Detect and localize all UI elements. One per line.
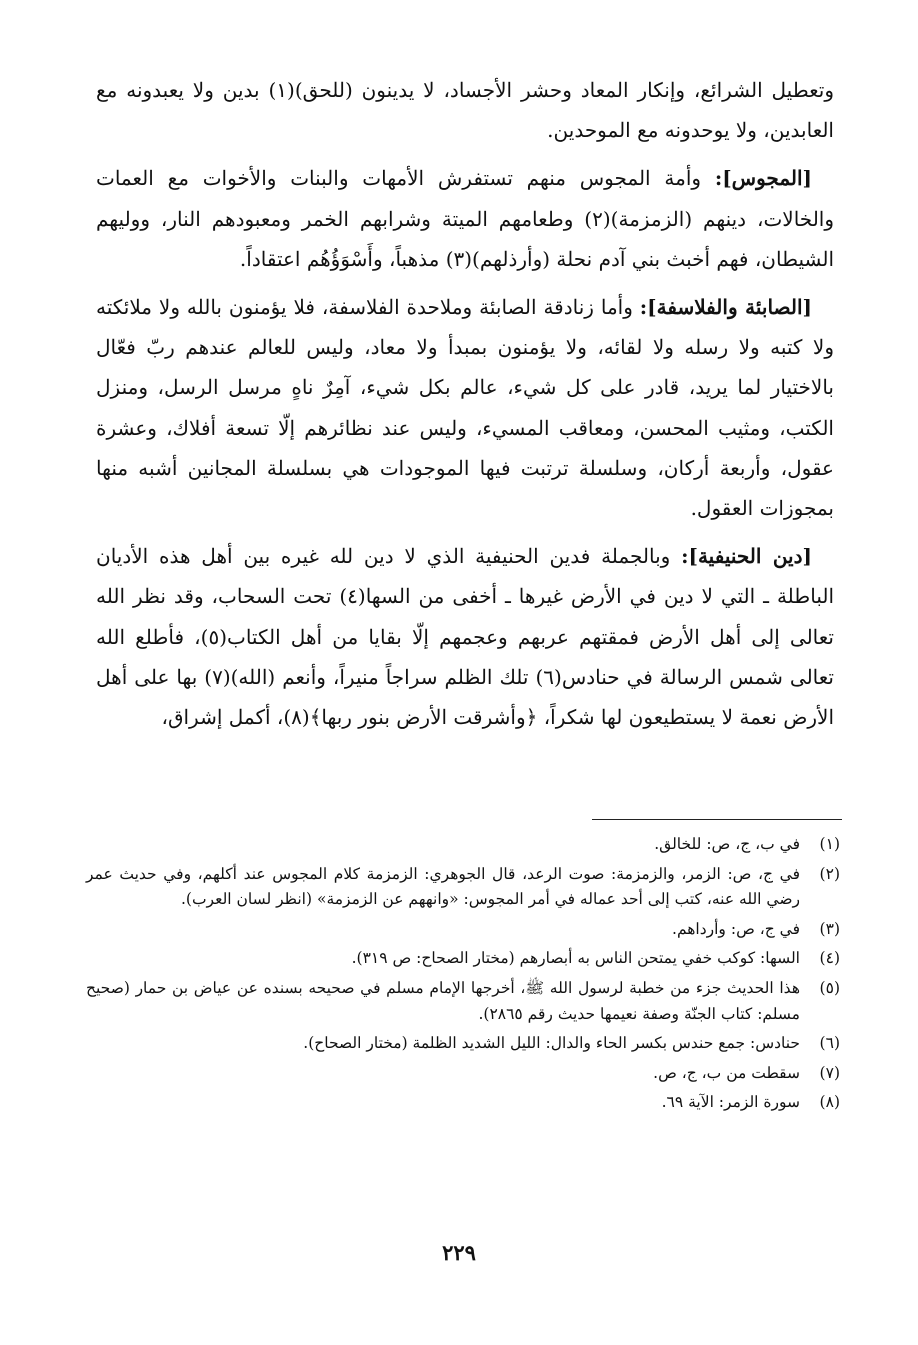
footnote-number: (٣) [819, 919, 840, 938]
footnote-text: سقطت من ب، ج، ص. [653, 1063, 800, 1082]
paragraph-hanifiya [96, 536, 834, 737]
heading-hanifiya: [دين الحنيفية]: [681, 544, 812, 569]
footnote-text: حنادس: جمع حندس بكسر الحاء والدال: الليل الشديد الظلمة (مختار الصحاح). [303, 1034, 800, 1053]
paragraph-1-text: وتعطيل الشرائع، وإنكار المعاد وحشر الأجساد، لا يدينون (للحق)(١) بدين ولا يعبدونه مع العابدين، ولا يوحدونه مع الموحدين. [96, 78, 834, 143]
heading-majus: [المجوس]: [714, 166, 812, 191]
footnote [86, 946, 840, 972]
footnote-number: (٧) [819, 1063, 840, 1082]
paragraph-majus [96, 158, 834, 279]
page-number: ٢٢٩ [442, 1240, 476, 1265]
footnote-text: هذا الحديث جزء من خطبة لرسول الله ﷺ، أخرجها الإمام مسلم في صحيحه بسنده عن عياض بن حمار (صحيح مسلم: كتاب الجنّة وصفة نعيمها حديث رقم ٢٨٦٥). [86, 978, 800, 1023]
paragraph-sabia-text: وأما زنادقة الصابئة وملاحدة الفلاسفة، فلا يؤمنون بالله ولا ملائكته ولا كتبه ولا رسله ولا لقائه، ولا يؤمنون بمبدأ ولا معاد، وليس للعالم عندهم ربّ فعّال بالاختيار لما يريد، قادر على كل شيء، عالم بكل شيء، آمِرٌ ناهٍ مرسل الرسل، ومنزل الكتب، ومثيب المحسن، ومعاقب المسيء، وليس عند نظائرهم إلّا تسعة أفلاك، وعشرة عقول، وأربعة أركان، وسلسلة ترتبت فيها الموجودات هي بسلسلة المجانين أشبه منها بمجوزات العقول. [96, 295, 834, 521]
footnote [86, 862, 840, 913]
footnote-number: (٥) [819, 978, 840, 997]
footnote [86, 832, 840, 858]
paragraph-sabia [96, 287, 834, 528]
footnote-number: (١) [819, 835, 840, 853]
footnote-text: سورة الزمر: الآية ٦٩. [661, 1093, 800, 1112]
footnote-number: (٦) [819, 1034, 840, 1053]
paragraph-majus-text: وأمة المجوس منهم تستفرش الأمهات والبنات والأخوات مع العمات والخالات، دينهم (الزمزمة)(٢) وطعامهم الميتة وشرابهم الخمر ومعبودهم النار، ووليهم الشيطان، فهم أخبث بني آدم نحلة (وأرذلهم)(٣) مذهباً، وأَسْوَؤُهُم اعتقاداً. [96, 166, 834, 271]
footnote [86, 1031, 840, 1057]
footnote [86, 1061, 840, 1087]
footnote-separator [592, 819, 842, 820]
heading-sabia: [الصابئة والفلاسفة]: [639, 295, 812, 320]
footnote [86, 976, 840, 1027]
footnote [86, 1090, 840, 1116]
footnotes [86, 832, 840, 1120]
footnote-text: في ج، ص: الزمر، والزمزمة: صوت الرعد، قال الجوهري: الزمزمة كلام المجوس عند أكلهم، وفي حديث عمر رضي الله عنه، كتب إلى أحد عماله في أمر المجوس: «وانههم عن الزمزمة» (انظر لسان العرب). [86, 864, 800, 909]
footnote-text: السها: كوكب خفي يمتحن الناس به أبصارهم (مختار الصحاح: ص ٣١٩). [351, 949, 800, 968]
footnote [86, 917, 840, 943]
main-text [96, 70, 834, 745]
paragraph-1 [96, 70, 834, 150]
footnote-number: (٤) [819, 949, 840, 968]
footnote-text: في ب، ج، ص: للخالق. [654, 835, 800, 853]
footnote-text: في ج، ص: وأرداهم. [672, 919, 800, 938]
paragraph-hanifiya-text: وبالجملة فدين الحنيفية الذي لا دين لله غيره بين أهل هذه الأديان الباطلة ـ التي لا دين في الأرض غيرها ـ أخفى من السها(٤) تحت السحاب، وقد نظر الله تعالى إلى أهل الأرض فمقتهم عربهم وعجمهم إلّا بقايا من أهل الكتاب(٥)، فأطلع الله تعالى شمس الرسالة في حنادس(٦) تلك الظلم سراجاً منيراً، وأنعم (الله)(٧) بها على أهل الأرض نعمة لا يستطيعون لها شكراً، ﴿وأشرقت الأرض بنور ربها﴾(٨)، أكمل إشراق، [96, 544, 834, 730]
footnote-number: (٢) [819, 864, 840, 883]
footnote-number: (٨) [819, 1093, 840, 1112]
